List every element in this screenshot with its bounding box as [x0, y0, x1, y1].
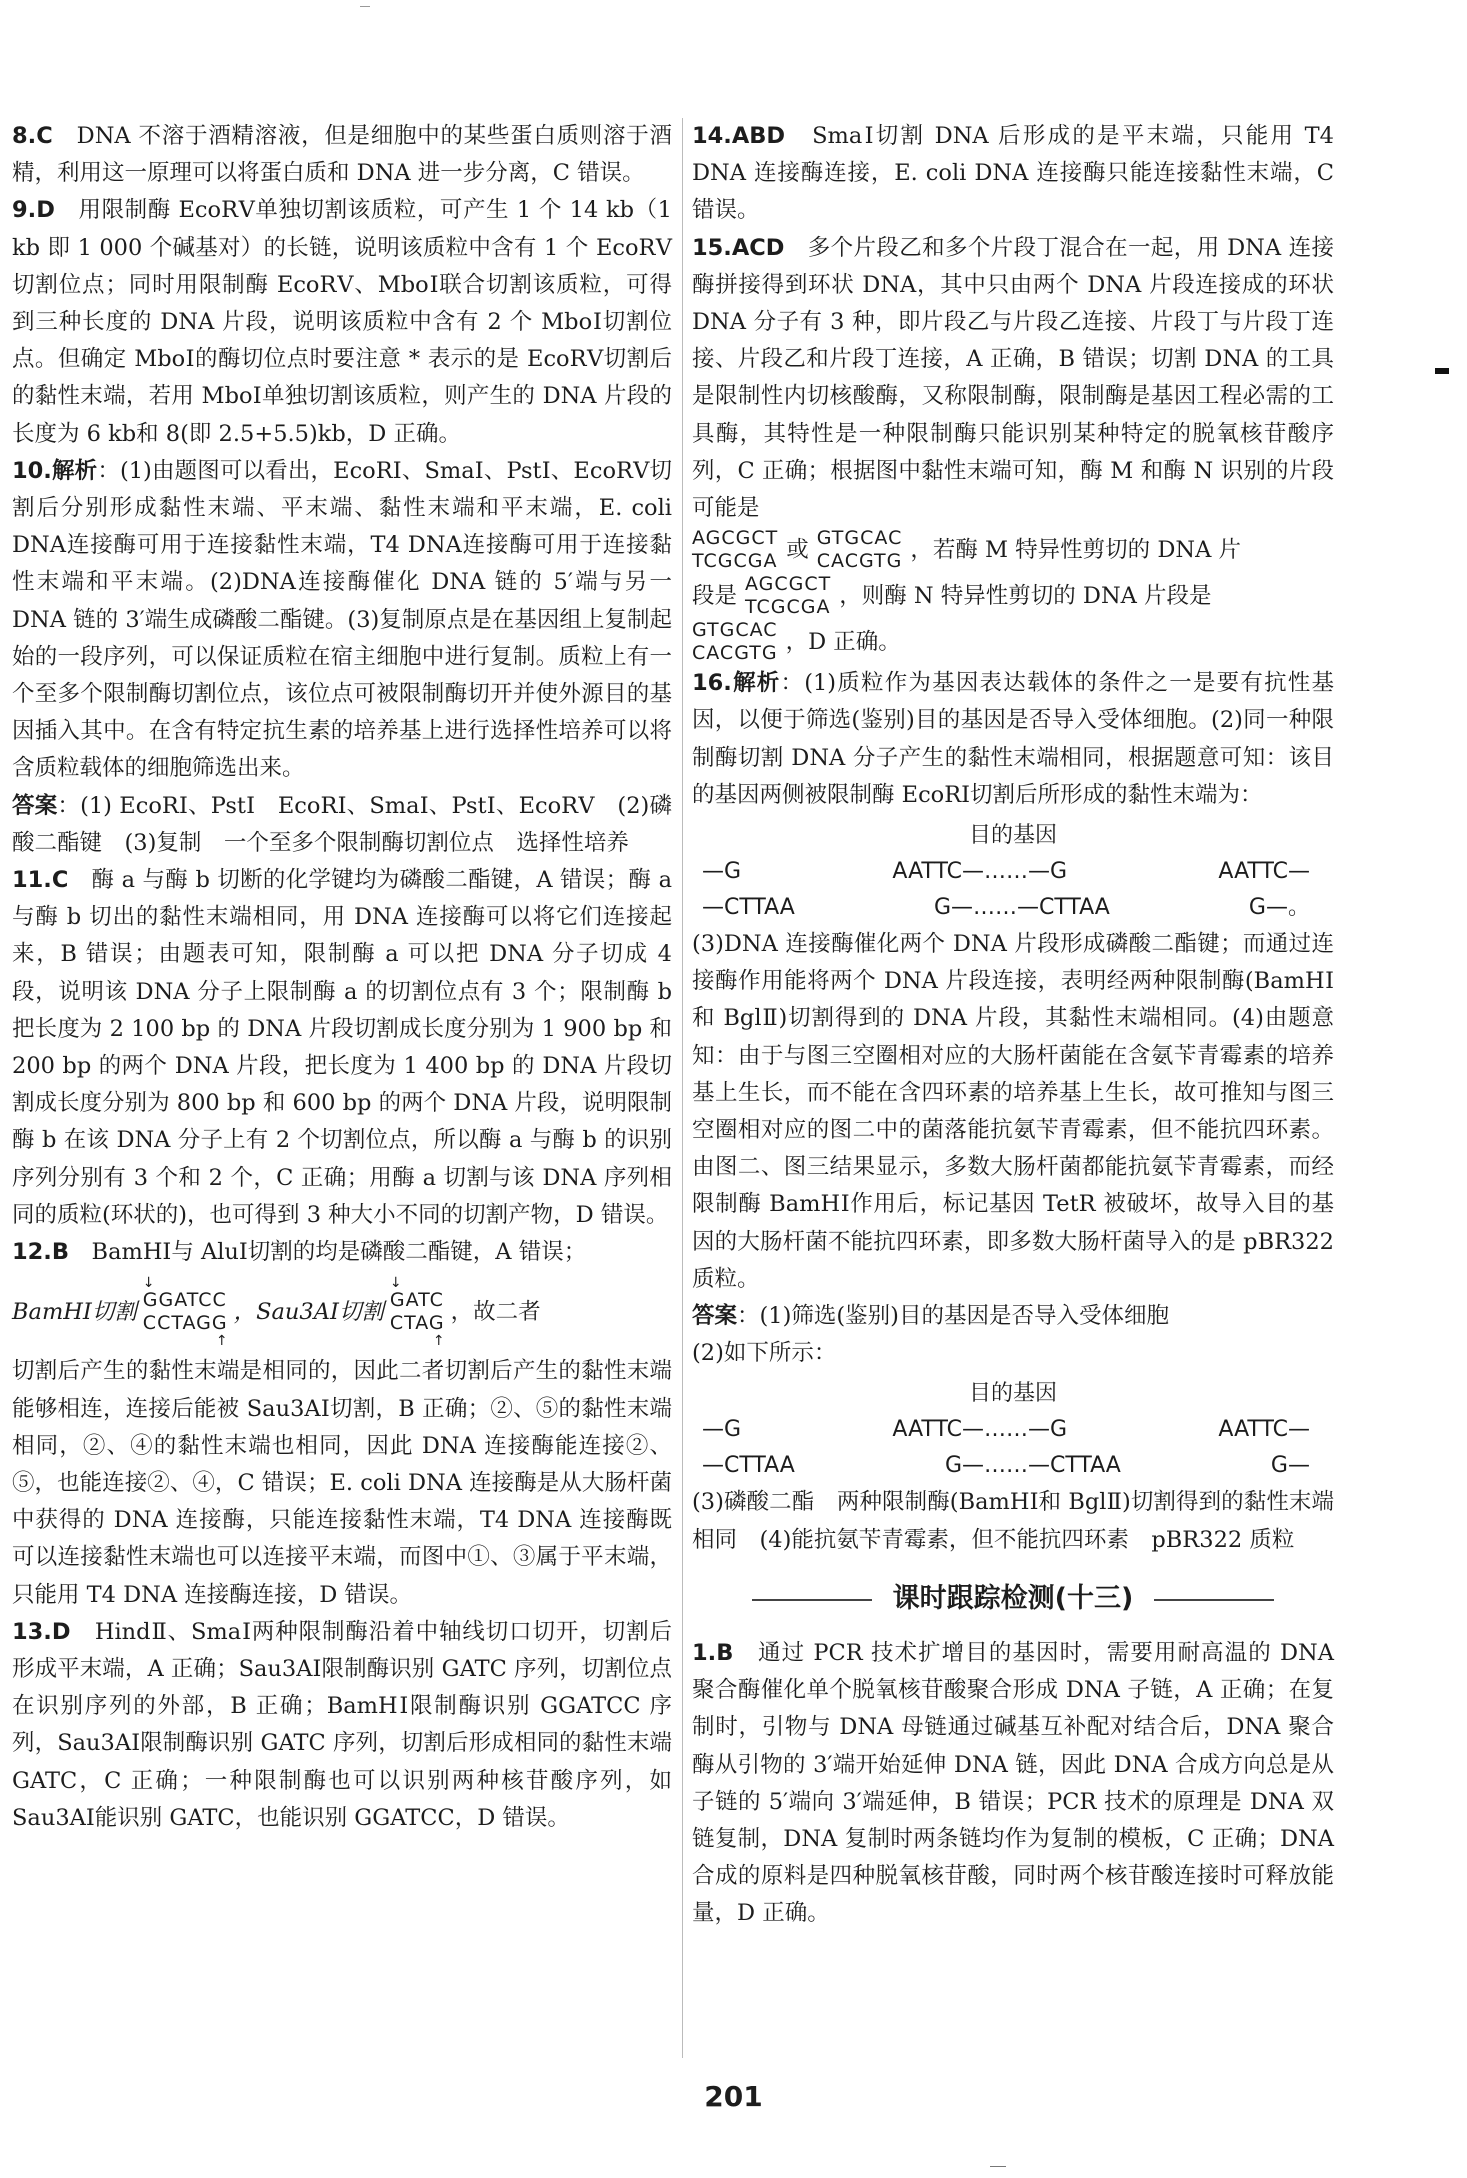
cut-arrow-icon: ↑ [215, 1333, 228, 1350]
gene-strand-bottom: —CTTAA G—……—CTTAA G—。 [702, 895, 1310, 921]
answer-12-cont: 切割后产生的黏性末端是相同的，因此二者切割后产生的黏性末端能够相连，连接后能被 Sau3AⅠ切割，B 正确；②、⑤的黏性末端相同，②、④的黏性末端也相同，因此 DNA 连接酶能连接②、⑤，也能连接②、④，C 错误；E. coli DNA 连接酶是从大肠杆菌中获得的 DNA 连接酶，只能连接黏性末端，T4 DNA 连接酶既可以连接黏性末端也可以连接平末端，而图中①、③属于平末端，只能用 T4 DNA 连接酶连接，D 错误。 [12, 1358, 672, 1608]
answer-11: 11.C 酶 a 与酶 b 切断的化学键均为磷酸二酯键，A 错误；酶 a 与酶 b 切出的黏性末端相同，用 DNA 连接酶可以将它们连接起来，B 错误；由题表可知，限制酶 a 可以把 DNA 分子切成 4 段，说明该 DNA 分子上限制酶 a 的切割位点有 3 个；限制酶 b 把长度为 2 100 bp 的 DNA 片段切割成长度分别为 1 900 bp 和 200 bp 的两个 DNA 片段，把长度为 1 400 bp 的 DNA 片段切割成长度分别为 800 bp 和 600 bp 的两个 DNA 片段，说明限制酶 b 在该 DNA 分子上有 2 个切割位点，所以酶 a 与酶 b 的识别序列分别有 3 个和 2 个，C 正确；用酶 a 切割与该 DNA 序列相同的质粒(环状的)，也可得到 3 种大小不同的切割产物，D 错误。 [12, 867, 672, 1228]
answer-16-key-2: (2)如下所示： [692, 1340, 837, 1367]
answer-16-key-3: (3)磷酸二酯 两种限制酶(BamHⅠ和 BglⅡ)切割得到的黏性末端相同 (4)能抗氨苄青霉素，但不能抗四环素 pBR322 质粒 [692, 1489, 1334, 1553]
cut-arrow-icon: ↓ [389, 1275, 402, 1292]
edge-mark [1435, 368, 1449, 374]
sequence-m3: AGCGCT TCGCGA [745, 573, 832, 619]
answer-9: 9.D 用限制酶 EcoRⅤ单独切割该质粒，可产生 1 个 14 kb（1 kb 即 1 000 个碱基对）的长链，说明该质粒中含有 1 个 EcoRⅤ切割位点；同时用限制酶 EcoRⅤ、MboⅠ联合切割该质粒，可得到三种长度的 DNA 片段，说明该质粒中含有 2 个 MboⅠ切割位点。但确定 MboⅠ的酶切位点时要注意 * 表示的是 EcoRⅤ切割后的黏性末端，若用 MboⅠ单独切割该质粒，则产生的 DNA 片段的长度为 6 kb和 8(即 2.5+5.5)kb，D 正确。 [12, 197, 672, 447]
answer-8: 8.C DNA 不溶于酒精溶液，但是细胞中的某些蛋白质则溶于酒精，利用这一原理可以将蛋白质和 DNA 进一步分离，C 错误。 [12, 123, 672, 187]
gene2-strand-bottom: —CTTAA G—……—CTTAA G— [702, 1453, 1310, 1479]
answer-s1: 1.B 通过 PCR 技术扩增目的基因时，需要用耐高温的 DNA 聚合酶催化单个脱氧核苷酸聚合形成 DNA 子链，A 正确；在复制时，引物与 DNA 母链通过碱基互补配对结合后，DNA 聚合酶从引物的 3′端开始延伸 DNA 链，因此 DNA 合成方向总是从子链的 5′端向 3′端延伸，B 错误；PCR 技术的原理是 DNA 双链复制，DNA 复制时两条链均作为复制的模板，C 正确；DNA 合成的原料是四种脱氧核苷酸，同时两个核苷酸连接时可释放能量，D 正确。 [692, 1639, 1334, 1927]
bottom-mark [990, 2166, 1006, 2167]
bamhi-sequence: ↓ GGATCC CCTAGG ↑ [142, 1275, 228, 1350]
left-column [12, 118, 672, 1837]
top-mark [360, 6, 370, 7]
section-title: 课时跟踪检测(十三) [692, 1577, 1334, 1621]
answer-16-key: 答案：(1)筛选(鉴别)目的基因是否导入受体细胞 [692, 1303, 1169, 1330]
cut-arrow-icon: ↓ [142, 1275, 155, 1292]
answer-15: 15.ACD 多个片段乙和多个片段丁混合在一起，用 DNA 连接酶拼接得到环状 DNA，其中只由两个 DNA 片段连接成的环状 DNA 分子有 3 种，即片段乙与片段乙连接、片段丁与片段丁连接、片段乙和片段丁连接，A 正确，B 错误；切割 DNA 的工具是限制性内切核酸酶，又称限制酶，限制酶是基因工程必需的工具酶，其特性是一种限制酶只能识别某种特定的脱氧核苷酸序列，C 正确；根据图中黏性末端可知，酶 M 和酶 N 识别的片段可能是 [692, 234, 1334, 522]
sau3ai-sequence: ↓ GATC CTAG ↑ [389, 1275, 445, 1350]
right-column [692, 118, 1334, 1933]
sequence-row-1: AGCGCT TCGCGA 或 GTGCAC CACGTG ，若酶 M 特异性剪切的 DNA 片 [692, 527, 1241, 573]
gene2-strand-top: —G AATTC—……—G AATTC— [702, 1417, 1310, 1443]
answer-14: 14.ABD SmaⅠ切割 DNA 后形成的是平末端，只能用 T4 DNA 连接酶连接，E. coli DNA 连接酶只能连接黏性末端，C 错误。 [692, 123, 1334, 224]
cut-site-row: BamHⅠ切割 ↓ GGATCC CCTAGG ↑ ，Sau3AⅠ切割 ↓ GATC CTAG ↑ ，故二者 [12, 1275, 541, 1350]
page-number: 201 [704, 2080, 763, 2113]
sequence-row-2: 段是 AGCGCT TCGCGA ，则酶 N 特异性剪切的 DNA 片段是 [692, 573, 1212, 619]
gene-strand-top: —G AATTC—……—G AATTC— [702, 859, 1310, 885]
gene-title: 目的基因 [968, 823, 1057, 849]
answer-16: 16.解析：(1)质粒作为基因表达载体的条件之一是要有抗性基因，以便于筛选(鉴别)目的基因是否导入受体细胞。(2)同一种限制酶切割 DNA 分子产生的黏性末端相同，根据题意可知：该目的基因两侧被限制酶 EcoRⅠ切割后所形成的黏性末端为： [692, 670, 1334, 808]
sequence-n: GTGCAC CACGTG [692, 619, 778, 665]
cut-arrow-icon: ↑ [432, 1333, 445, 1350]
answer-13: 13.D HindⅡ、SmaⅠ两种限制酶沿着中轴线切口切开，切割后形成平末端，A 正确；Sau3AⅠ限制酶识别 GATC 序列，切割位点在识别序列的外部，B 正确；BamHⅠ限制酶识别 GGATCC 序列，Sau3AⅠ限制酶识别 GATC 序列，切割后形成相同的黏性末端 GATC，C 正确；一种限制酶也可以识别两种核苷酸序列，如 Sau3AⅠ能识别 GATC，也能识别 GGATCC，D 错误。 [12, 1618, 672, 1831]
sequence-m1: AGCGCT TCGCGA [692, 527, 779, 573]
column-divider [682, 118, 683, 2058]
answer-16-cont: (3)DNA 连接酶催化两个 DNA 片段形成磷酸二酯键；而通过连接酶作用能将两个 DNA 片段连接，表明经两种限制酶(BamHⅠ和 BglⅡ)切割得到的 DNA 片段，其黏性末端相同。(4)由题意知：由于与图三空圈相对应的大肠杆菌能在含氨苄青霉素的培养基上生长，而不能在含四环素的培养基上生长，故可推知与图三空圈相对应的图二中的菌落能抗氨苄青霉素，但不能抗四环素。由图二、图三结果显示，多数大肠杆菌都能抗氨苄青霉素，而经限制酶 BamHⅠ作用后，标记基因 TetR 被破坏，故导入目的基因的大肠杆菌不能抗四环素，即多数大肠杆菌导入的是 pBR322 质粒。 [692, 931, 1334, 1292]
answer-10-key: 答案：(1) EcoRⅠ、PstⅠ EcoRⅠ、SmaⅠ、PstⅠ、EcoRⅤ (2)磷酸二酯键 (3)复制 一个至多个限制酶切割位点 选择性培养 [12, 792, 672, 856]
gene-title-2: 目的基因 [968, 1381, 1057, 1407]
sequence-m2: GTGCAC CACGTG [816, 527, 903, 573]
answer-10: 10.解析：(1)由题图可以看出，EcoRⅠ、SmaⅠ、PstⅠ、EcoRⅤ切割后分别形成黏性末端、平末端、黏性末端和平末端，E. coli DNA连接酶可用于连接黏性末端，T4 DNA连接酶可用于连接黏性末端和平末端。(2)DNA连接酶催化 DNA 链的 5′端与另一 DNA 链的 3′端生成磷酸二酯键。(3)复制原点是在基因组上复制起始的一段序列，可以保证质粒在宿主细胞中进行复制。质粒上有一个至多个限制酶切割位点，该位点可被限制酶切开并使外源目的基因插入其中。在含有特定抗生素的培养基上进行选择性培养可以将含质粒载体的细胞筛选出来。 [12, 457, 672, 782]
answer-12: 12.B BamHⅠ与 AluⅠ切割的均是磷酸二酯键，A 错误； [12, 1239, 587, 1266]
sequence-row-3: GTGCAC CACGTG ，D 正确。 [692, 619, 901, 665]
